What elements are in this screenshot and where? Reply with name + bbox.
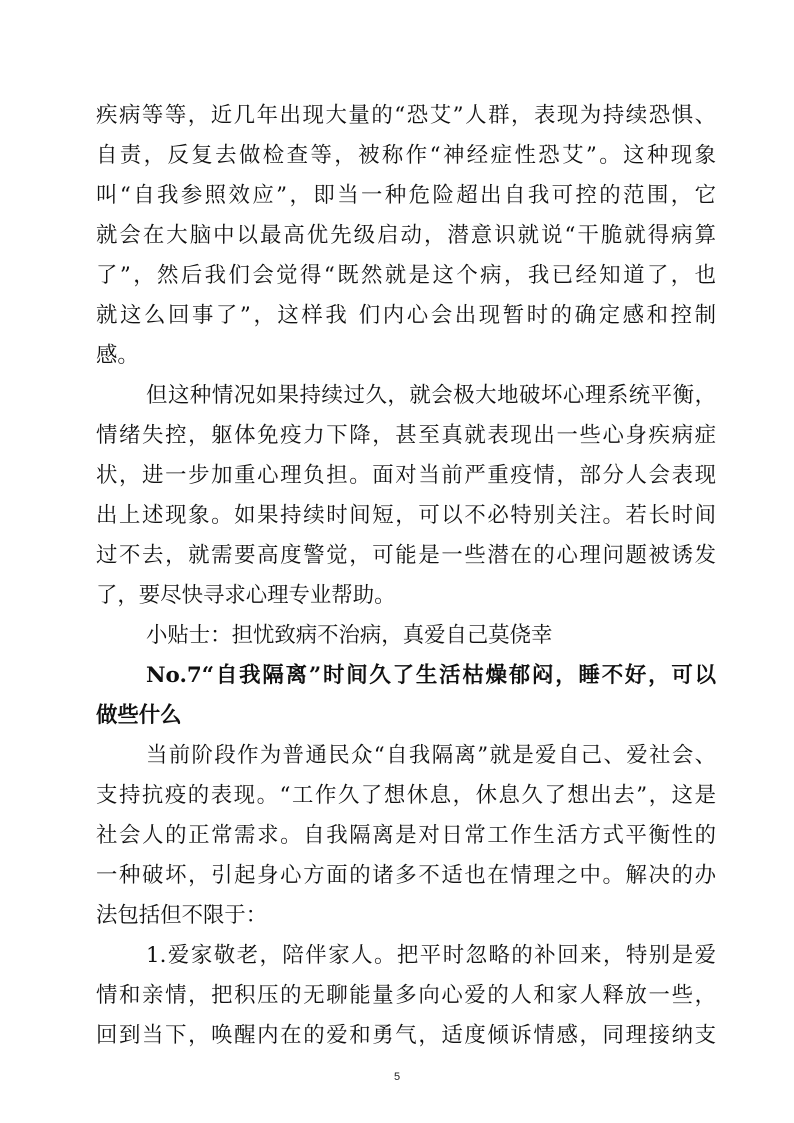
paragraph-1-line-6: 就这么回事了”，这样我 们内心会出现暂时的确定感和控制 [96,303,716,328]
paragraph-4-line-2: 情和亲情，把积压的无聊能量多向心爱的人和家人释放一些， [96,983,716,1008]
section-heading-line-1: No.7“自我隔离”时间久了生活枯燥郁闷，睡不好，可以 [146,663,716,688]
paragraph-3-line-4: 一种破坏，引起身心方面的诸多不适也在情理之中。解决的办 [96,863,716,888]
paragraph-1-line-3: 叫“自我参照效应”，即当一种危险超出自我可控的范围，它 [96,183,716,208]
paragraph-1-line-5: 了”，然后我们会觉得“既然就是这个病，我已经知道了，也 [96,263,716,288]
paragraph-3-line-1: 当前阶段作为普通民众“自我隔离”就是爱自己、爱社会、 [146,743,716,768]
paragraph-2-line-1: 但这种情况如果持续过久，就会极大地破坏心理系统平衡， [146,383,716,408]
page-number: 5 [393,1071,401,1083]
paragraph-1-line-4: 就会在大脑中以最高优先级启动，潜意识就说“干脆就得病算 [96,223,716,248]
paragraph-2-line-5: 过不去，就需要高度警觉，可能是一些潜在的心理问题被诱发 [96,543,716,568]
paragraph-1-line-7: 感。 [96,343,139,368]
section-heading-line-2: 做些什么 [96,703,182,728]
paragraph-2-line-4: 出上述现象。如果持续时间短，可以不必特别关注。若长时间 [96,503,716,528]
paragraph-3-line-3: 社会人的正常需求。自我隔离是对日常工作生活方式平衡性的 [96,823,716,848]
paragraph-1-line-1: 疾病等等，近几年出现大量的“恐艾”人群，表现为持续恐惧、 [96,103,716,128]
paragraph-4-line-1: 1.爱家敬老，陪伴家人。把平时忽略的补回来，特别是爱 [146,943,716,968]
paragraph-2-line-3: 状，进一步加重心理负担。面对当前严重疫情，部分人会表现 [96,463,716,488]
paragraph-2-line-2: 情绪失控，躯体免疫力下降，甚至真就表现出一些心身疾病症 [96,423,716,448]
paragraph-4-line-3: 回到当下，唤醒内在的爱和勇气，适度倾诉情感，同理接纳支 [96,1023,716,1048]
paragraph-1-line-2: 自责，反复去做检查等，被称作“神经症性恐艾”。这种现象 [96,143,716,168]
tip-line: 小贴士：担忧致病不治病，真爱自己莫侥幸 [146,623,553,648]
paragraph-3-line-2: 支持抗疫的表现。“工作久了想休息，休息久了想出去”，这是 [96,783,716,808]
paragraph-3-line-5: 法包括但不限于： [96,903,268,928]
paragraph-2-line-6: 了，要尽快寻求心理专业帮助。 [96,583,396,608]
